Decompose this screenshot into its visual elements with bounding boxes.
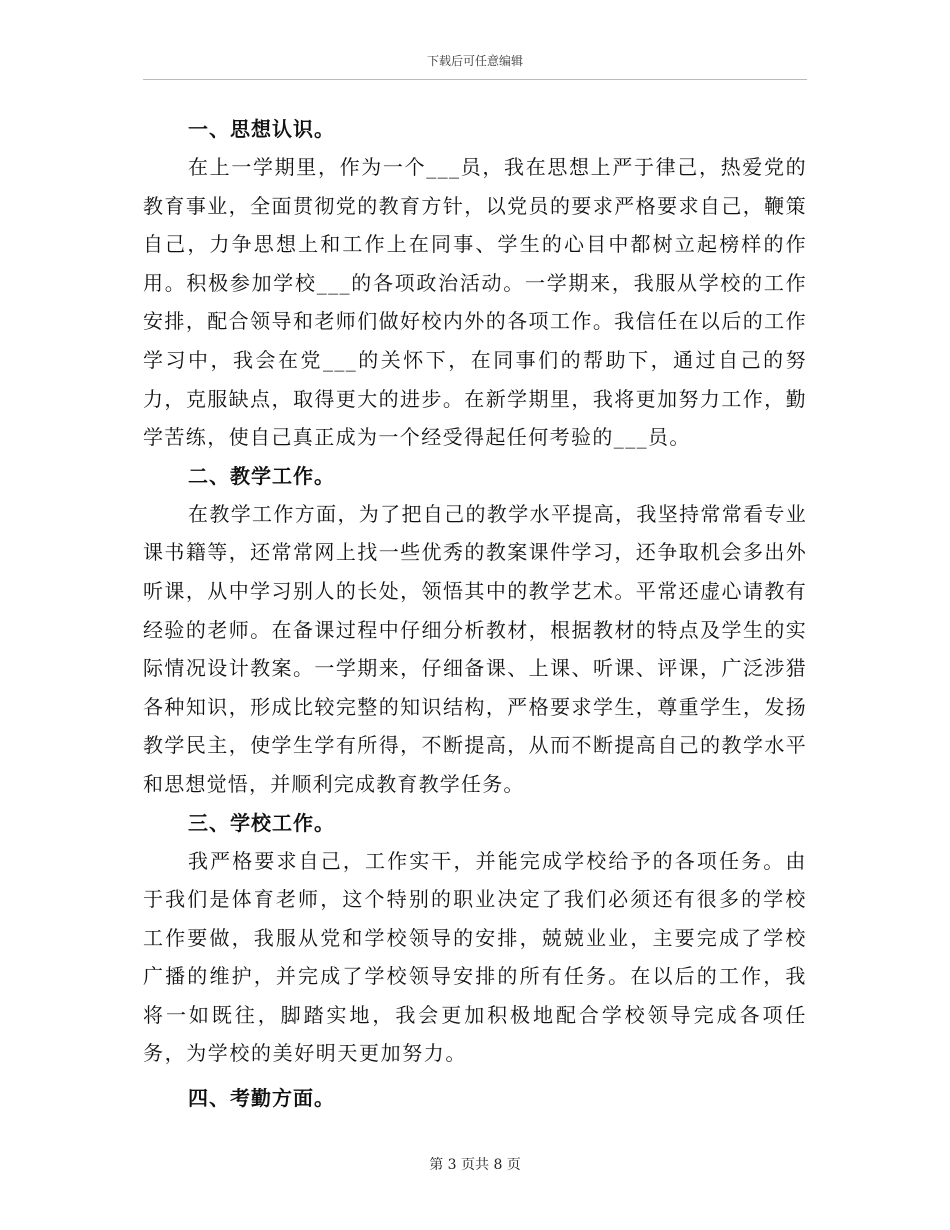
section-heading: 三、学校工作。 <box>188 810 335 835</box>
header-divider <box>143 79 807 80</box>
section-paragraph: 在上一学期里，作为一个___员，我在思想上严于律己，热爱党的教育事业，全面贯彻党的教育方针，以党员的要求严格要求自己，鞭策自己，力争思想上和工作上在同事、学生的心目中都树立起榜样的作用。积极参加学校___的各项政治活动。一学期来，我服从学校的工作安排，配合领导和老师们做好校内外的各项工作。我信任在以后的工作学习中，我会在党___的关怀下，在同事们的帮助下，通过自己的努力，克服缺点，取得更大的进步。在新学期里，我将更加努力工作，勤学苦练，使自己真正成为一个经受得起任何考验的___员。 <box>143 155 807 450</box>
page-number: 第 3 页共 8 页 <box>429 1157 521 1173</box>
document-body <box>143 110 807 1117</box>
section-heading: 一、思想认识。 <box>188 117 335 141</box>
section-heading: 四、考勤方面。 <box>188 1086 335 1111</box>
section-thought <box>143 110 807 457</box>
section-heading: 二、教学工作。 <box>188 463 335 488</box>
section-paragraph: 在教学工作方面，为了把自己的教学水平提高，我坚持常常看专业课书籍等，还常常网上找一些优秀的教案课件学习，还争取机会多出外听课，从中学习别人的长处，领悟其中的教学艺术。平常还虚心请教有经验的老师。在备课过程中仔细分析教材，根据教材的特点及学生的实际情况设计教案。一学期来，仔细备课、上课、听课、评课，广泛涉猎各种知识，形成比较完整的知识结构，严格要求学生，尊重学生，发扬教学民主，使学生学有所得，不断提高，从而不断提高自己的教学水平和思想觉悟，并顺利完成教育教学任务。 <box>143 501 807 796</box>
page-header: 下载后可任意编辑 <box>426 54 523 68</box>
section-attendance <box>143 1079 807 1117</box>
section-paragraph: 我严格要求自己，工作实干，并能完成学校给予的各项任务。由于我们是体育老师，这个特别的职业决定了我们必须还有很多的学校工作要做，我服从党和学校领导的安排，兢兢业业，主要完成了学校广播的维护，并完成了学校领导安排的所有任务。在以后的工作，我将一如既往，脚踏实地，我会更加积极地配合学校领导完成各项任务，为学校的美好明天更加努力。 <box>143 848 807 1066</box>
section-teaching <box>143 457 807 804</box>
section-school-work <box>143 804 807 1074</box>
